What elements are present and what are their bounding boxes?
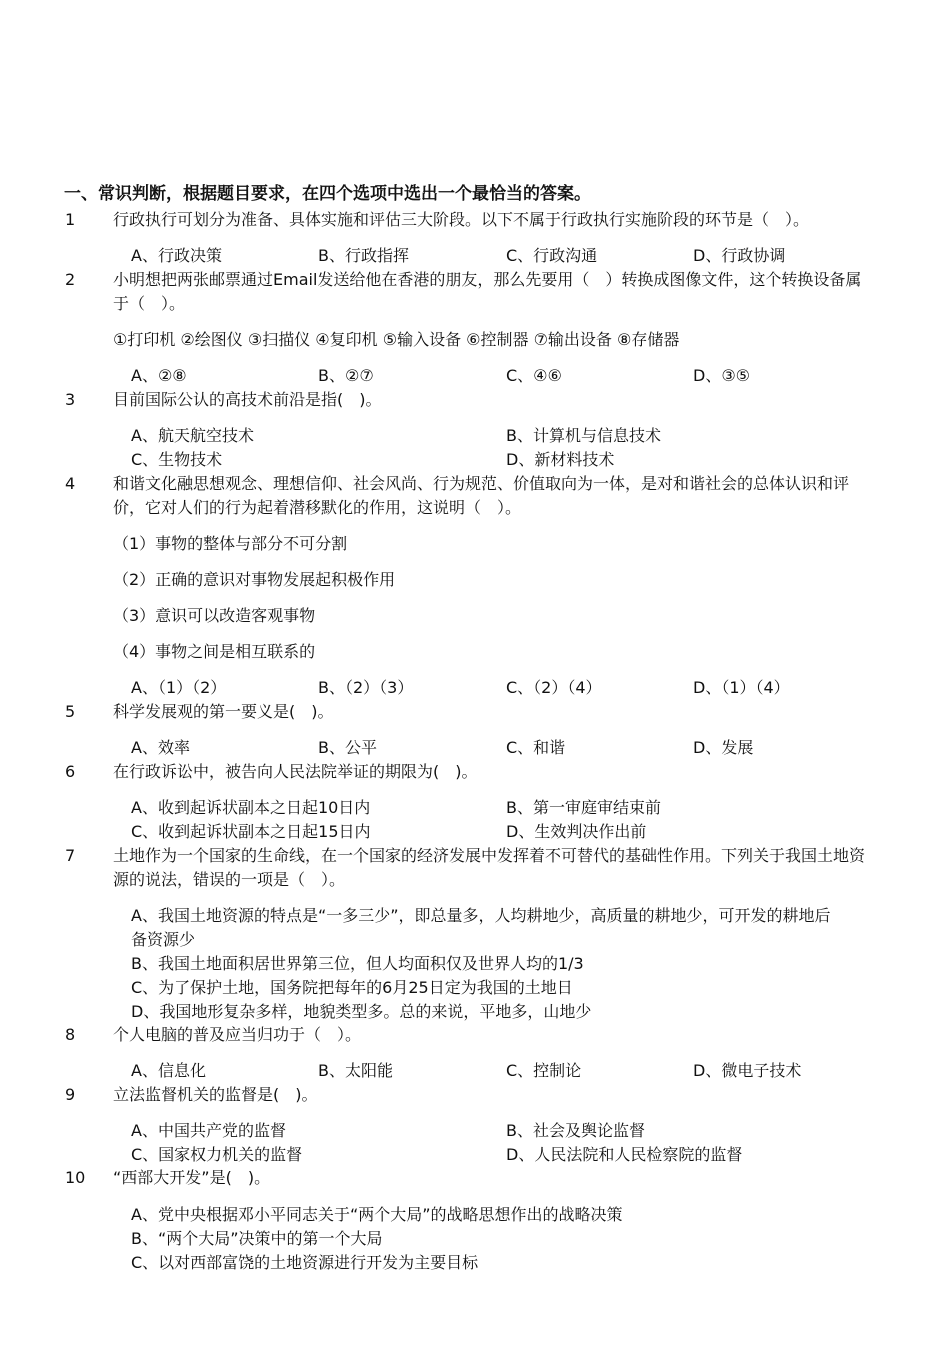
option-a[interactable]: A、我国土地资源的特点是“一多三少”，即总量多，人均耕地少，高质量的耕地少，可开发的耕地后备资源少	[131, 906, 831, 949]
option-c[interactable]: C、国家权力机关的监督	[131, 1145, 303, 1164]
option-a[interactable]: A、②⑧	[131, 366, 187, 385]
option-b[interactable]: B、（2）（3）	[318, 678, 414, 697]
option-b[interactable]: B、公平	[318, 738, 377, 757]
question-number: 5	[65, 702, 76, 721]
option-b[interactable]: B、计算机与信息技术	[506, 426, 661, 445]
item-line: （2）正确的意识对事物发展起积极作用	[113, 570, 396, 589]
option-c[interactable]: C、控制论	[506, 1061, 582, 1080]
option-a[interactable]: A、中国共产党的监督	[131, 1121, 286, 1140]
option-b[interactable]: B、第一审庭审结束前	[506, 798, 661, 817]
question-number: 2	[65, 270, 76, 289]
option-c[interactable]: C、④⑥	[506, 366, 562, 385]
option-b[interactable]: B、“两个大局”决策中的第一个大局	[131, 1229, 383, 1248]
option-a[interactable]: A、效率	[131, 738, 190, 757]
option-c[interactable]: C、和谐	[506, 738, 566, 757]
question-number: 6	[65, 762, 76, 781]
question-text: 行政执行可划分为准备、具体实施和评估三大阶段。以下不属于行政执行实施阶段的环节是（ ）。	[113, 210, 810, 229]
option-d[interactable]: D、发展	[693, 738, 754, 757]
option-c[interactable]: C、以对西部富饶的土地资源进行开发为主要目标	[131, 1253, 479, 1272]
option-c[interactable]: C、收到起诉状副本之日起15日内	[131, 822, 371, 841]
question-text: 在行政诉讼中，被告向人民法院举证的期限为( )。	[113, 762, 478, 781]
question-text: 和谐文化融思想观念、理想信仰、社会风尚、行为规范、价值取向为一体，是对和谐社会的总体认识和评价，它对人们的行为起着潜移默化的作用，这说明（ ）。	[113, 474, 850, 517]
option-d[interactable]: D、我国地形复杂多样，地貌类型多。总的来说，平地多，山地少	[131, 1002, 592, 1021]
option-b[interactable]: B、行政指挥	[318, 246, 409, 265]
item-line: （1）事物的整体与部分不可分割	[113, 534, 348, 553]
question-number: 8	[65, 1025, 76, 1044]
question-number: 3	[65, 390, 76, 409]
option-d[interactable]: D、行政协调	[693, 246, 786, 265]
item-line: （3）意识可以改造客观事物	[113, 606, 316, 625]
question-text: 科学发展观的第一要义是( )。	[113, 702, 334, 721]
option-d[interactable]: D、新材料技术	[506, 450, 615, 469]
option-d[interactable]: D、微电子技术	[693, 1061, 802, 1080]
question-text: 个人电脑的普及应当归功于（ ）。	[113, 1025, 362, 1044]
question-number: 1	[65, 210, 76, 229]
option-c[interactable]: C、生物技术	[131, 450, 223, 469]
question-text: 小明想把两张邮票通过Email发送给他在香港的朋友，那么先要用（ ）转换成图像文件，这个转换设备属于（ ）。	[113, 270, 862, 313]
item-line: （4）事物之间是相互联系的	[113, 642, 316, 661]
option-b[interactable]: B、我国土地面积居世界第三位，但人均面积仅及世界人均的1/3	[131, 954, 584, 973]
option-a[interactable]: A、（1）（2）	[131, 678, 227, 697]
question-number: 7	[65, 846, 76, 865]
option-b[interactable]: B、社会及舆论监督	[506, 1121, 645, 1140]
option-c[interactable]: C、（2）（4）	[506, 678, 602, 697]
option-c[interactable]: C、为了保护土地，国务院把每年的6月25日定为我国的土地日	[131, 978, 573, 997]
question-number: 10	[65, 1168, 86, 1187]
option-b[interactable]: B、太阳能	[318, 1061, 393, 1080]
question-text: 目前国际公认的高技术前沿是指( )。	[113, 390, 382, 409]
option-a[interactable]: A、航天航空技术	[131, 426, 254, 445]
option-a[interactable]: A、党中央根据邓小平同志关于“两个大局”的战略思想作出的战略决策	[131, 1205, 623, 1224]
option-a[interactable]: A、行政决策	[131, 246, 222, 265]
question-text: “西部大开发”是( )。	[113, 1168, 271, 1187]
option-d[interactable]: D、③⑤	[693, 366, 751, 385]
option-b[interactable]: B、②⑦	[318, 366, 374, 385]
option-d[interactable]: D、生效判决作出前	[506, 822, 647, 841]
question-number: 4	[65, 474, 76, 493]
option-d[interactable]: D、人民法院和人民检察院的监督	[506, 1145, 743, 1164]
question-text: 立法监督机关的监督是( )。	[113, 1085, 318, 1104]
option-c[interactable]: C、行政沟通	[506, 246, 598, 265]
option-a[interactable]: A、信息化	[131, 1061, 206, 1080]
option-a[interactable]: A、收到起诉状副本之日起10日内	[131, 798, 371, 817]
section-heading: 一、常识判断，根据题目要求，在四个选项中选出一个最恰当的答案。	[64, 184, 591, 204]
item-line: ①打印机 ②绘图仪 ③扫描仪 ④复印机 ⑤输入设备 ⑥控制器 ⑦输出设备 ⑧存储器	[113, 330, 680, 349]
question-text: 土地作为一个国家的生命线，在一个国家的经济发展中发挥着不可替代的基础性作用。下列关于我国土地资源的说法，错误的一项是（ ）。	[113, 846, 866, 889]
question-number: 9	[65, 1085, 76, 1104]
option-d[interactable]: D、（1）（4）	[693, 678, 790, 697]
